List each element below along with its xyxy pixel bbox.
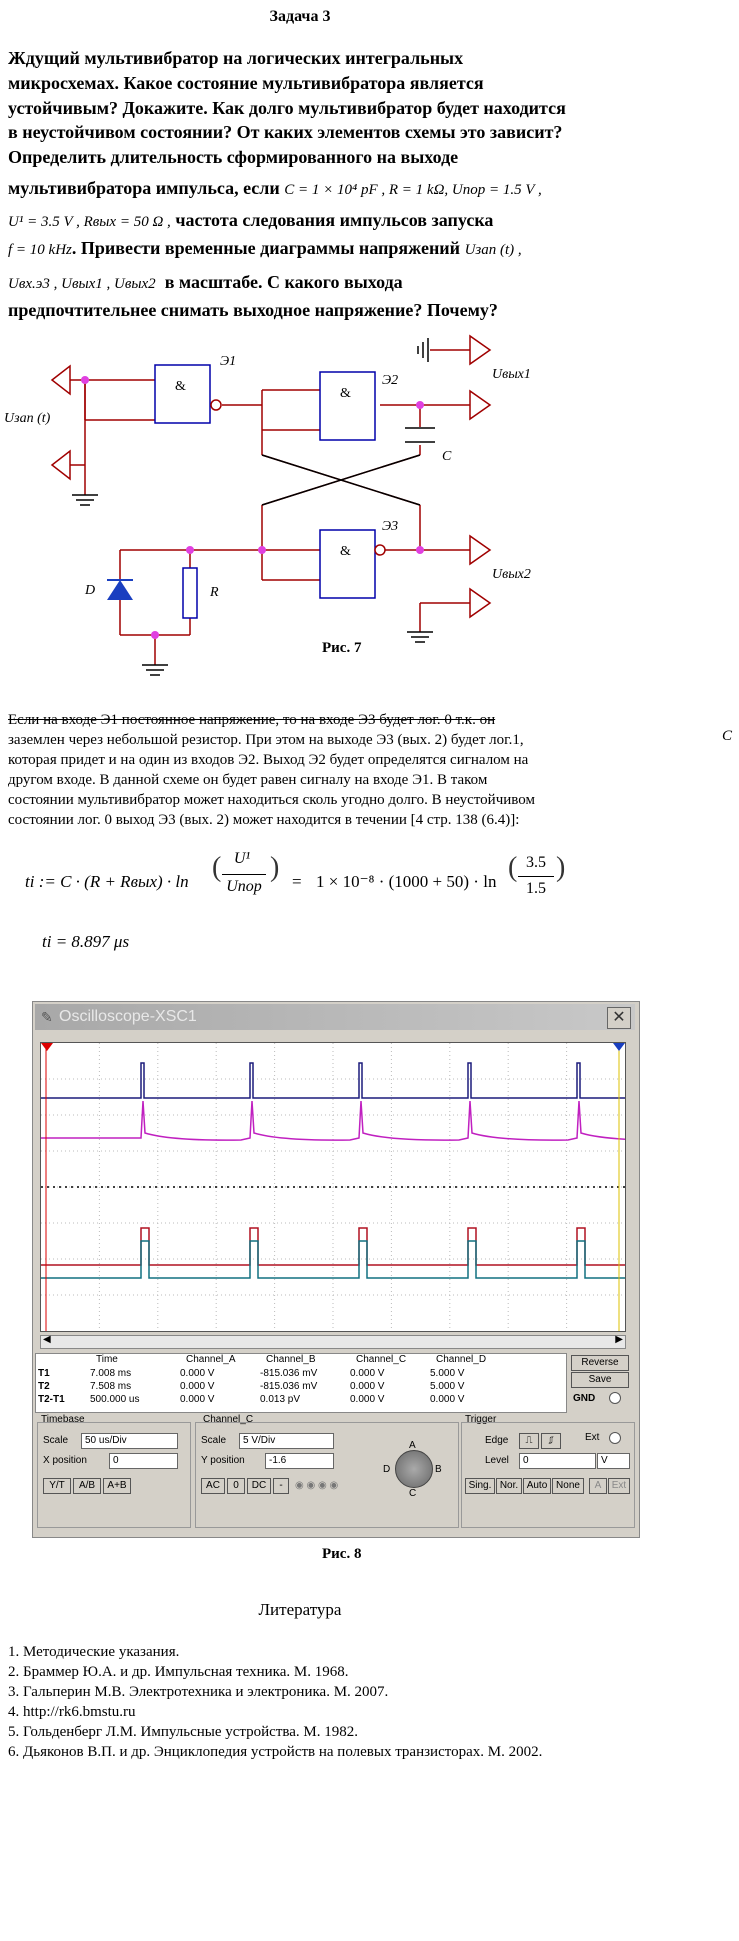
save-button[interactable]: Save: [571, 1372, 629, 1388]
trigger-title: Trigger: [465, 1414, 497, 1425]
solution-line: другом входе. В данной схеме он будет равен сигналу на входе Э1. В таком: [8, 772, 488, 788]
formula-paren: ): [270, 852, 280, 883]
question-math: f = 10 kHz: [8, 242, 72, 258]
trigger-a-button[interactable]: A: [589, 1478, 607, 1494]
readout-cell: 7.508 ms: [90, 1381, 132, 1392]
zero-button[interactable]: 0: [227, 1478, 245, 1494]
gate-e3: [320, 530, 375, 598]
ac-button[interactable]: AC: [201, 1478, 225, 1494]
ext-terminal[interactable]: [609, 1432, 621, 1444]
reference-item: 5. Гольденберг Л.М. Импульсные устройства. М. 1982.: [8, 1724, 359, 1740]
knob-label-d: D: [383, 1464, 391, 1475]
oscilloscope-titlebar[interactable]: [35, 1004, 635, 1030]
reference-item: 1. Методические указания.: [8, 1644, 180, 1660]
level-unit[interactable]: V: [597, 1453, 630, 1469]
solution-line: которая придет и на один из входов Э2. Выход Э2 будет определятся сигналом на: [8, 752, 529, 768]
edge-label: Edge: [485, 1435, 509, 1446]
figure-caption: Рис. 7: [322, 640, 362, 656]
solution-line: Если на входе Э1 постоянное напряжение, то на входе Э3 будет лог. 0 т.к. он: [8, 712, 496, 728]
question-text-part: мультивибратора импульса, если: [8, 178, 280, 198]
auto-button[interactable]: Auto: [523, 1478, 551, 1494]
solution-line: состоянии мультивибратор может находиться сколь угодно долго. В неустойчивом: [8, 792, 535, 808]
falling-edge-button[interactable]: ⎎: [541, 1433, 561, 1449]
formula-den: 1.5: [526, 880, 546, 897]
readout-cell: -815.036 mV: [260, 1381, 318, 1392]
ext-label: Ext: [585, 1432, 600, 1443]
knob-label-a: A: [409, 1440, 416, 1451]
question-math: Uвх.э3 , Uвых1 , Uвых2: [8, 276, 156, 292]
fraction-bar: [518, 876, 554, 877]
question-math: C = 1 × 10⁴ pF , R = 1 kΩ, Uпор = 1.5 V ,: [284, 182, 542, 198]
scale-label: Scale: [201, 1435, 227, 1446]
formula-paren: (: [212, 852, 222, 883]
question-math: U¹ = 3.5 V , Rвых = 50 Ω ,: [8, 214, 171, 230]
scroll-right-icon[interactable]: ▶: [615, 1334, 623, 1345]
resistor-label: R: [210, 585, 219, 600]
formula-den: Uпор: [226, 878, 262, 895]
readout-cell: 0.000 V: [430, 1394, 465, 1405]
channel-a-trace: [41, 1063, 625, 1098]
scroll-left-icon[interactable]: ◀: [43, 1334, 51, 1345]
reference-item: 4. http://rk6.bmstu.ru: [8, 1704, 136, 1720]
formula-num: 3.5: [526, 854, 546, 871]
channel-scale-field[interactable]: 5 V/Div: [239, 1433, 334, 1449]
formula-rhs: 1 × 10⁻⁸ · (1000 + 50) · ln: [316, 872, 497, 891]
question-line: [8, 272, 403, 293]
knob-label-c: C: [409, 1488, 417, 1499]
timebase-scale-field[interactable]: 50 us/Div: [81, 1433, 178, 1449]
side-label: C: [722, 728, 733, 744]
scale-label: Scale: [43, 1435, 69, 1446]
question-text-part: . Привести временные диаграммы напряжений: [71, 238, 461, 258]
gate-name: Э2: [382, 373, 399, 388]
formula-paren: (: [508, 852, 518, 883]
fraction-bar: [222, 874, 266, 875]
readout-row-label: T2: [38, 1381, 50, 1392]
rising-edge-button[interactable]: ⎍: [519, 1433, 539, 1449]
gate-label: &: [175, 379, 186, 394]
minus-button[interactable]: -: [273, 1478, 289, 1494]
level-label: Level: [485, 1455, 509, 1466]
question-text-part: в масштабе. С какого выхода: [164, 272, 403, 292]
cursor-t1-marker: [41, 1043, 53, 1051]
solution-line: состоянии лог. 0 выход Э3 (вых. 2) может находится в течении [4 стр. 138 (6.4)]:: [8, 812, 520, 828]
formula-equals: =: [292, 872, 302, 891]
gate-e2: [320, 372, 375, 440]
question-line: предпочтительнее снимать выходное напряжение? Почему?: [8, 300, 498, 320]
gnd-label: GND: [573, 1393, 596, 1404]
channel-selector-knob[interactable]: [395, 1450, 433, 1488]
readout-cell: 5.000 V: [430, 1368, 465, 1379]
gate-e1: [155, 365, 210, 423]
horizontal-scrollbar[interactable]: [40, 1335, 626, 1349]
waveform-display: [41, 1043, 625, 1331]
readout-row-label: T1: [38, 1368, 50, 1379]
gate-label: &: [340, 386, 351, 401]
trigger-ext-button[interactable]: Ext: [608, 1478, 630, 1494]
question-line: устойчивым? Докажите. Как долго мультивибратор будет находится: [8, 98, 566, 118]
probe-icon: ✎: [41, 1009, 53, 1025]
readout-row-label: T2-T1: [38, 1394, 65, 1405]
gate-label: &: [340, 544, 351, 559]
output-label: Uвых2: [492, 567, 531, 582]
question-text-part: частота следования импульсов запуска: [175, 210, 494, 230]
readout-cell: 0.000 V: [180, 1394, 215, 1405]
question-line: Определить длительность сформированного на выходе: [8, 147, 459, 167]
readout-header: Channel_D: [436, 1354, 487, 1365]
yt-button[interactable]: Y/T: [43, 1478, 71, 1494]
normal-button[interactable]: Nor.: [496, 1478, 522, 1494]
ground-symbols: [72, 338, 433, 675]
apb-button[interactable]: A+B: [103, 1478, 131, 1494]
readout-cell: 0.000 V: [180, 1368, 215, 1379]
formula-lhs: ti := C · (R + Rвых) · ln: [25, 872, 189, 891]
literature-title: Литература: [258, 1600, 342, 1619]
readout-header: Channel_A: [186, 1354, 236, 1365]
readout-cell: 0.000 V: [350, 1381, 385, 1392]
ypos-field[interactable]: -1.6: [265, 1453, 334, 1469]
xpos-field[interactable]: 0: [109, 1453, 178, 1469]
dc-button[interactable]: DC: [247, 1478, 271, 1494]
timebase-title: Timebase: [41, 1414, 85, 1425]
question-line: Ждущий мультивибратор на логических интегральных: [8, 48, 464, 68]
single-button[interactable]: Sing.: [465, 1478, 495, 1494]
readout-cell: 0.000 V: [180, 1381, 215, 1392]
cursor-t2-marker: [613, 1043, 625, 1051]
none-button[interactable]: None: [552, 1478, 584, 1494]
figure-caption: Рис. 8: [322, 1546, 362, 1562]
readout-header: Time: [96, 1354, 118, 1365]
readout-cell: 0.000 V: [350, 1368, 385, 1379]
readout-cell: 0.013 pV: [260, 1394, 301, 1405]
readout-cell: 5.000 V: [430, 1381, 465, 1392]
diode-symbol: [107, 580, 133, 600]
circuit-diagram: [0, 330, 560, 690]
question-line: [8, 238, 522, 259]
question-line: [8, 210, 493, 231]
readout-cell: 500.000 us: [90, 1394, 140, 1405]
formula-paren: ): [556, 852, 566, 883]
diode-label: D: [85, 583, 96, 598]
ypos-label: Y position: [201, 1455, 245, 1466]
question-line: в неустойчивом состоянии? От каких элементов схемы это зависит?: [8, 122, 563, 142]
question-math: Uзап (t) ,: [464, 242, 522, 258]
formula-result: ti = 8.897 μs: [42, 932, 130, 951]
close-button[interactable]: ✕: [607, 1007, 631, 1029]
output-label: Uвых1: [492, 367, 531, 382]
resistor-symbol: [183, 568, 197, 618]
knob-label-b: B: [435, 1464, 442, 1475]
reference-item: 3. Гальперин М.В. Электротехника и электроника. М. 2007.: [8, 1684, 389, 1700]
input-terminal: [52, 366, 70, 394]
formula-num: U¹: [233, 850, 251, 867]
window-title: Oscilloscope-XSC1: [59, 1008, 197, 1025]
oscilloscope-screen: [40, 1042, 626, 1332]
readout-header: Channel_B: [266, 1354, 316, 1365]
capacitor-label: C: [442, 449, 452, 464]
readout-cell: 7.008 ms: [90, 1368, 132, 1379]
question-line: [8, 178, 542, 199]
channel-radios[interactable]: ◉ ◉ ◉ ◉: [295, 1480, 339, 1491]
readout-cell: 0.000 V: [350, 1394, 385, 1405]
channel-title: Channel_C: [203, 1414, 254, 1425]
level-field[interactable]: 0: [519, 1453, 596, 1469]
task-title: Задача 3: [269, 8, 331, 25]
ab-button[interactable]: A/B: [73, 1478, 101, 1494]
readout-header: Channel_C: [356, 1354, 407, 1365]
gate-name: Э1: [220, 354, 237, 369]
reference-item: 6. Дьяконов В.П. и др. Энциклопедия устройств на полевых транзисторах. М. 2002.: [8, 1744, 543, 1760]
reference-item: 2. Браммер Ю.А. и др. Импульсная техника. М. 1968.: [8, 1664, 349, 1680]
gate-name: Э3: [382, 519, 399, 534]
gnd-terminal[interactable]: [609, 1392, 621, 1404]
readout-cell: -815.036 mV: [260, 1368, 318, 1379]
question-line: микросхемах. Какое состояние мультивибратора является: [8, 73, 484, 93]
channel-b-trace: [41, 1101, 625, 1140]
reverse-button[interactable]: Reverse: [571, 1355, 629, 1371]
readout-table: [35, 1353, 567, 1413]
oscilloscope-window: [32, 1001, 640, 1538]
solution-line: заземлен через небольшой резистор. При этом на выходе Э3 (вых. 2) будет лог.1,: [8, 732, 524, 748]
input-label: Uзап (t): [4, 411, 51, 426]
xpos-label: X position: [43, 1455, 87, 1466]
